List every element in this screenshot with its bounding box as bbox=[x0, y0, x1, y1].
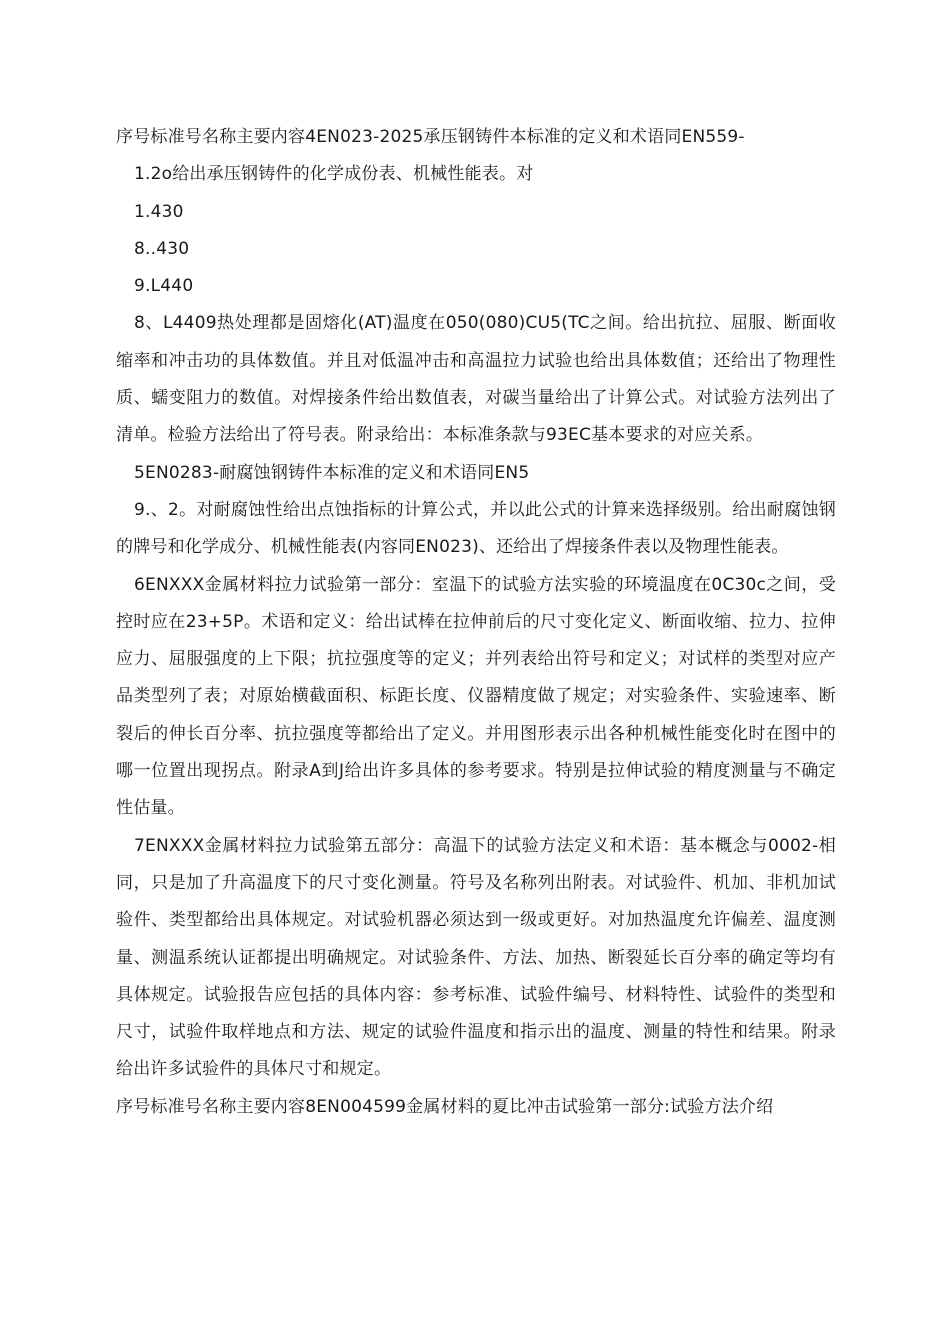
paragraph-tensile-test-part5: 7ENXXX金属材料拉力试验第五部分：高温下的试验方法定义和术语：基本概念与0002-相同，只是加了升高温度下的尺寸变化测量。符号及名称列出附表。对试验件、机加、非机加试验件、类型都给出具体规定。对试验机器必须达到一级或更好。对加热温度允许偏差、温度测量、测温系统认证都提出明确规定。对试验条件、方法、加热、断裂延长百分率的确定等均有具体规定。试验报告应包括的具体内容：参考标准、试验件编号、材料特性、试验件的类型和尺寸，试验件取样地点和方法、规定的试验件温度和指示出的温度、测量的特性和结果。附录给出许多试验件的具体尺寸和规定。 bbox=[116, 835, 836, 1080]
paragraph-grade-l440: 9.L440 bbox=[134, 276, 194, 297]
paragraph-standards-header-2: 序号标准号名称主要内容8EN004599金属材料的夏比冲击试验第一部分:试验方法介绍 bbox=[116, 1096, 774, 1117]
paragraph-pressure-casting-tables: 1.2o给出承压钢铸件的化学成份表、机械性能表。对 bbox=[134, 164, 534, 185]
paragraph-corrosion-resistant-casting: 5EN0283-耐腐蚀钢铸件本标准的定义和术语同EN5 bbox=[134, 462, 530, 483]
paragraph-grade-8430: 8..430 bbox=[134, 238, 190, 259]
paragraph-tensile-test-part1: 6ENXXX金属材料拉力试验第一部分：室温下的试验方法实验的环境温度在0C30c之间，受控时应在23+5P。术语和定义：给出试棒在拉伸前后的尺寸变化定义、断面收缩、拉力、拉伸应力、屈服强度的上下限；抗拉强度等的定义；并列表给出符号和定义；对试样的类型对应产品类型列了表；对原始横截面积、标距长度、仪器精度做了规定；对实验条件、实验速率、断裂后的伸长百分率、抗拉强度等都给出了定义。并用图形表示出各种机械性能变化时在图中的哪一位置出现拐点。附录A到J给出许多具体的参考要求。特别是拉伸试验的精度测量与不确定性估量。 bbox=[116, 574, 836, 819]
paragraph-grade-1430: 1.430 bbox=[134, 201, 184, 222]
paragraph-pitting-formula: 9.、2。对耐腐蚀性给出点蚀指标的计算公式，并以此公式的计算来选择级别。给出耐腐蚀钢的牌号和化学成分、机械性能表(内容同EN023)、还给出了焊接条件表以及物理性能表。 bbox=[116, 499, 836, 558]
paragraph-standards-header-1: 序号标准号名称主要内容4EN023-2025承压钢铸件本标准的定义和术语同EN559- bbox=[116, 127, 745, 147]
paragraph-heat-treatment: 8、L4409热处理都是固熔化(AT)温度在050(080)CU5(TC之间。给出抗拉、屈服、断面收缩率和冲击功的具体数值。并且对低温冲击和高温拉力试验也给出具体数值；还给出了物理性质、蠕变阻力的数值。对焊接条件给出数值表，对碳当量给出了计算公式。对试验方法列出了清单。检验方法给出了符号表。附录给出：本标准条款与93EC基本要求的对应关系。 bbox=[116, 313, 836, 446]
document-body bbox=[116, 119, 836, 1126]
